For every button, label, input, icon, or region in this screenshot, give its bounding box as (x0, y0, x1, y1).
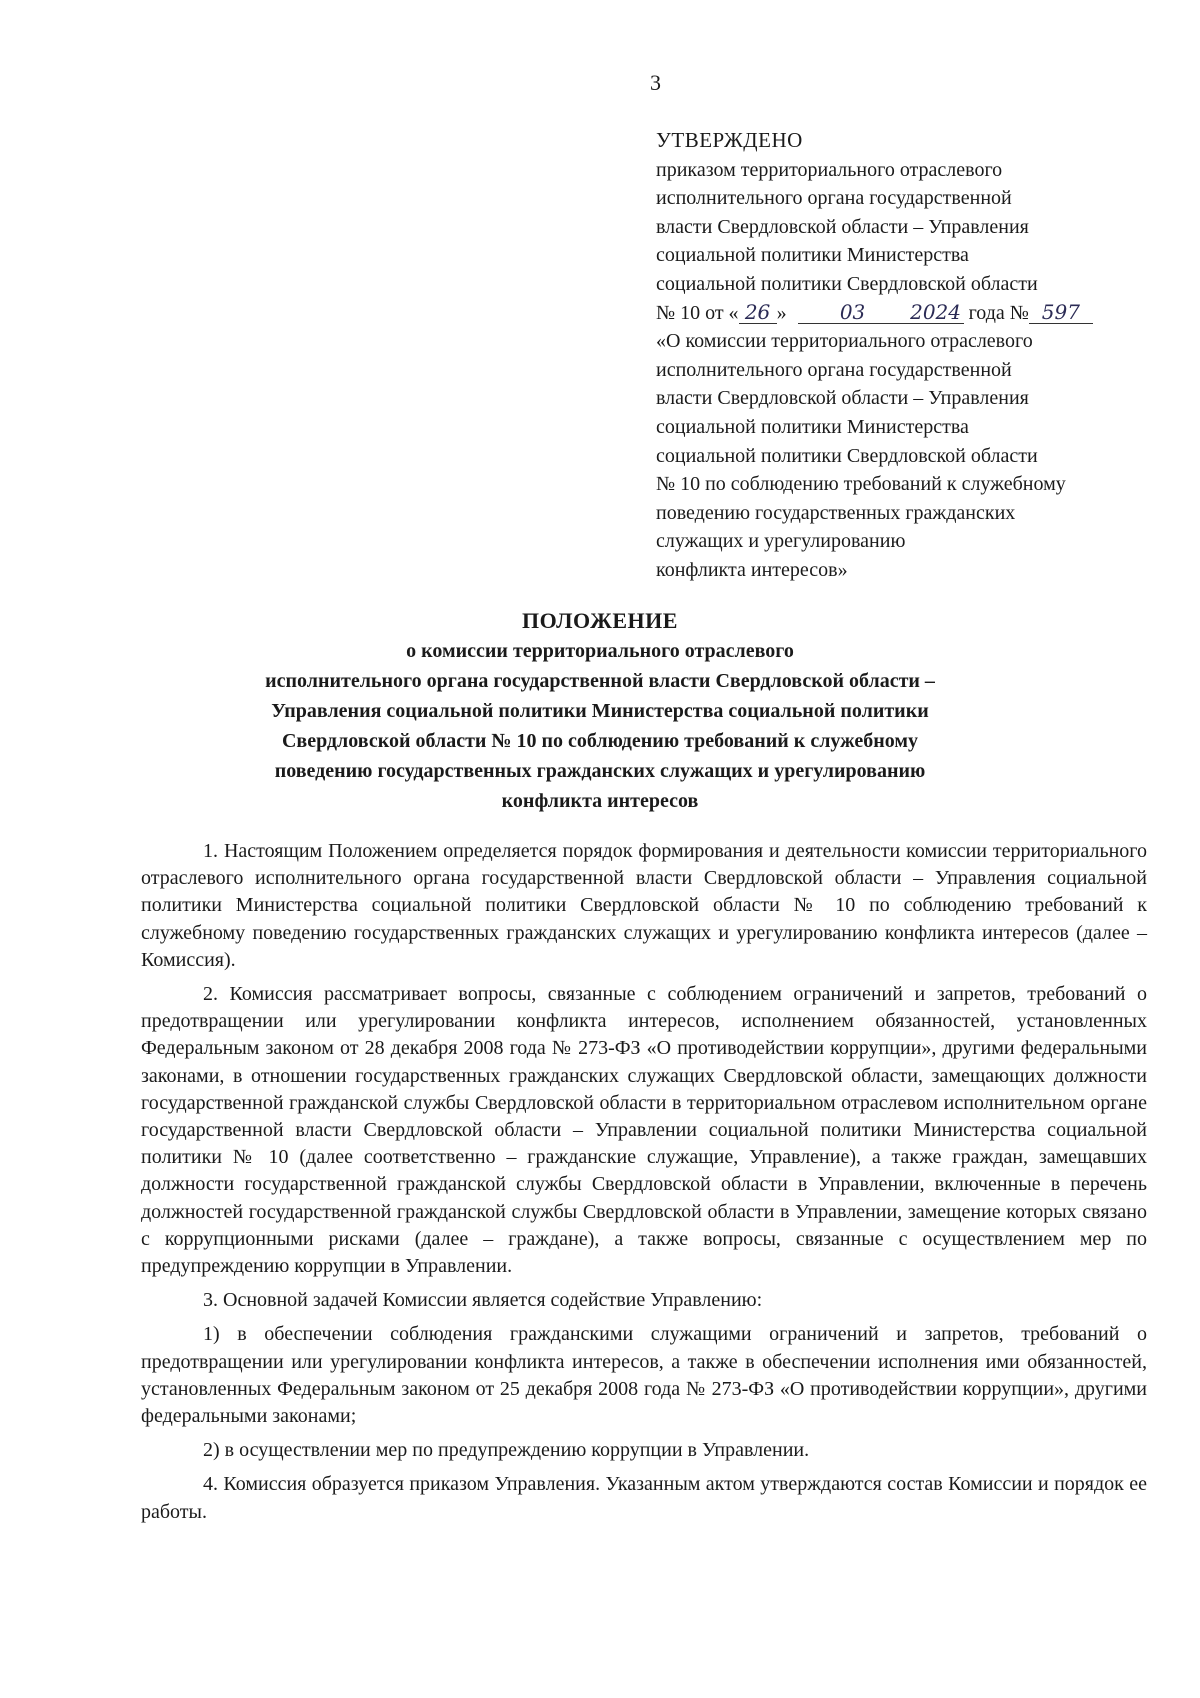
approval-date-line (656, 299, 1176, 328)
title-line: исполнительного органа государственной власти Свердловской области – (265, 670, 935, 692)
title-line: Управления социальной политики Министерства социальной политики (271, 700, 929, 722)
approval-line: социальной политики Свердловской области (656, 272, 1038, 295)
approval-line: исполнительного органа государственной (656, 358, 1012, 381)
approval-line: конфликта интересов» (656, 558, 848, 581)
paragraph: 4. Комиссия образуется приказом Управления. Указанным актом утверждаются состав Комиссии и порядок ее работы. (141, 1473, 1147, 1523)
quote-close: » (776, 301, 787, 324)
approval-line: социальной политики Министерства (656, 244, 969, 267)
title-line: конфликта интересов (501, 790, 699, 812)
approval-stamp (656, 126, 1176, 585)
title-line: о комиссии территориального отраслевого (406, 640, 794, 662)
approval-line: поведению государственных гражданских (656, 501, 1016, 524)
document-body (141, 838, 1147, 1526)
handwritten-month: 03 (798, 301, 908, 324)
document-title (150, 606, 1050, 816)
handwritten-year: 2024 (908, 301, 964, 324)
paragraph: 1) в обеспечении соблюдения гражданскими служащими ограничений и запретов, требований о предотвращении или урегулировании конфликта интересов, а также в обеспечении исполнения ими обязанностей, установленных Федеральным законом от 25 декабря 2008 года № 273-ФЗ «О противодействии коррупции», другими федеральными законами; (141, 1323, 1147, 1428)
handwritten-day: 26 (739, 301, 777, 324)
handwritten-order-number: 597 (1029, 301, 1093, 324)
page-number: 3 (650, 70, 661, 95)
approval-line: служащих и урегулированию (656, 530, 906, 553)
approval-line: исполнительного органа государственной (656, 187, 1012, 210)
approval-line: социальной политики Свердловской области (656, 444, 1038, 467)
paragraph: 2) в осуществлении мер по предупреждению коррупции в Управлении. (203, 1439, 810, 1462)
approval-line: «О комиссии территориального отраслевого (656, 330, 1033, 353)
title-main: ПОЛОЖЕНИЕ (522, 608, 678, 633)
paragraph: 3. Основной задачей Комиссии является содействие Управлению: (203, 1289, 763, 1312)
paragraph: 2. Комиссия рассматривает вопросы, связанные с соблюдением ограничений и запретов, требований о предотвращении или урегулировании конфликта интересов, исполнением обязанностей, установленных Федеральным законом от 28 декабря 2008 года № 273-ФЗ «О противодействии коррупции», другими федеральными законами, в отношении государственных гражданских служащих Свердловской области, замещающих должности государственной гражданской службы Свердловской области в территориальном отраслевом исполнительном органе государственной власти Свердловской области – Управлении социальной политики Министерства социальной политики № 10 (далее соответственно – гражданские служащие, Управление), а также граждан, замещавших должности государственной гражданской службы Свердловской области в Управлении, включенные в перечень должностей государственной гражданской службы Свердловской области в Управлении, замещение которых связано с коррупционными рисками (далее – граждане), а также вопросы, связанные с осуществлением мер по предупреждению коррупции в Управлении. (141, 983, 1147, 1278)
year-suffix: года (968, 301, 1005, 324)
order-prefix: № 10 от « (656, 301, 739, 324)
approval-line: социальной политики Министерства (656, 415, 969, 438)
title-line: поведению государственных гражданских служащих и урегулированию (274, 760, 926, 782)
approval-line: власти Свердловской области – Управления (656, 387, 1029, 410)
approval-title: УТВЕРЖДЕНО (656, 128, 803, 152)
number-label: № (1009, 301, 1029, 324)
approval-line: власти Свердловской области – Управления (656, 215, 1029, 238)
title-line: Свердловской области № 10 по соблюдению требований к служебному (281, 730, 919, 752)
approval-line: приказом территориального отраслевого (656, 158, 1003, 181)
paragraph: 1. Настоящим Положением определяется порядок формирования и деятельности комиссии территориального отраслевого исполнительного органа государственной власти Свердловской области – Управления социальной политики Министерства социальной политики Свердловской области № 10 по соблюдению требований к служебному поведению государственных гражданских служащих и урегулированию конфликта интересов (далее – Комиссия). (141, 840, 1147, 971)
approval-line: № 10 по соблюдению требований к служебному (656, 473, 1066, 496)
